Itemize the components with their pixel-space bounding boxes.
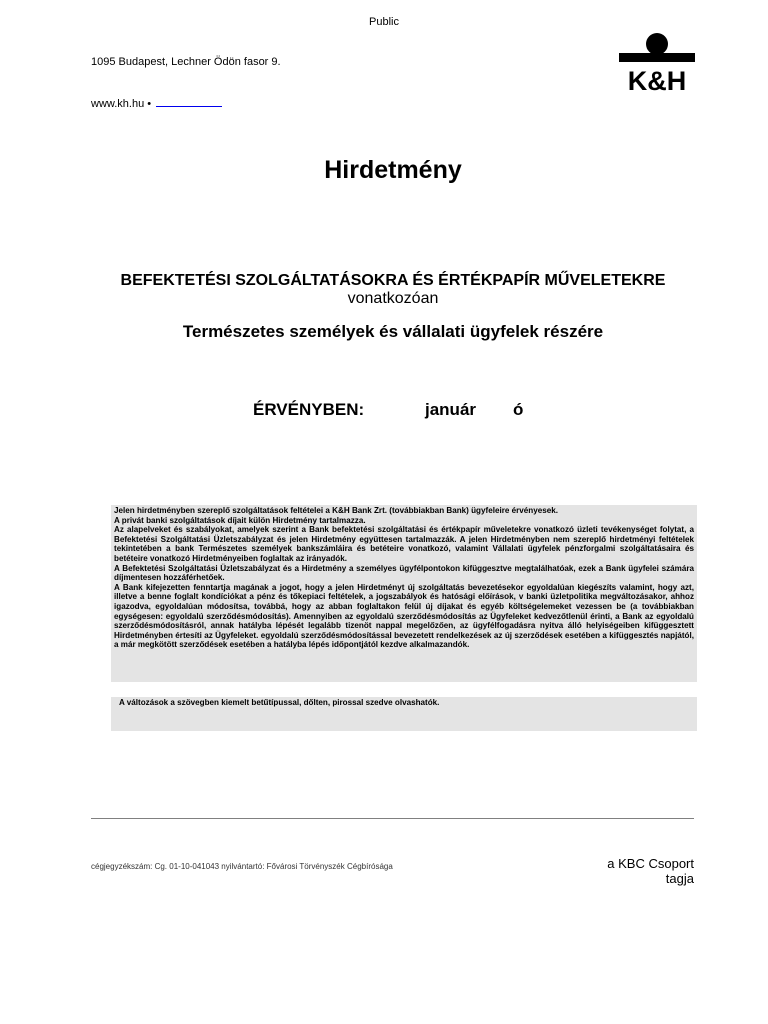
subject-line-1: BEFEKTETÉSI SZOLGÁLTATÁSOKRA ÉS ÉRTÉKPAPÍR MŰVELETEKRE [120,272,666,289]
audience-line: Természetes személyek és vállalati ügyfelek részére [182,322,604,341]
notice-paragraph: A Bank kifejezetten fenntartja magának a jogot, hogy a jelen Hirdetményt új szolgáltatás bevezetésekor egyoldalúan kiegészíts valamint, hogy azt, illetve a benne foglalt kondíciókat a pénz és tőkepiaci feltételek, a jogszabályok és hatósági előírások, v banki üzletpolitika megváltozásakor, ahhoz igazodva, egyoldalúan módosítsa, továbbá, hogy az abban foglaltakon felül új díjakat és egyéb költségelemeket vezessen be (a továbbiakban egységesen: egyoldalú szerződésmódosítás). Amennyiben az egyoldalú szerződésmódosítás az Ügyfeleket kedvezőtlenül érinti, a Bank az egyoldalú szerződésmódosításról, annak hatályba lépését legalább tizenöt nappal megelőzően, az ügyfélfogadásra nyitva álló helyiségeiben kifüggesztett Hirdetményben értesíti az Ügyfeleket. egyoldalú szerződésmódosítással bevezetett rendelkezések az új szerződések esetében a kifüggesztés napjától, a már megkötött szerződések esetében a hatályba lépés időpontjától kezdve alkalmazandók. [114,582,694,650]
effective-month: január [425,400,477,419]
website-link-blank[interactable] [156,96,222,107]
footer-divider [91,818,694,819]
classification-label: Public [369,16,399,28]
notice-paragraph: Jelen hirdetményben szereplő szolgáltatások feltételei a K&H Bank Zrt. (továbbiakban Bank) ügyfeleire érvényesek. [114,506,558,515]
changes-note: A változások a szövegben kiemelt betűtípussal, dőlten, pirossal szedve olvashatók. [119,698,440,707]
bank-address: 1095 Budapest, Lechner Ödön fasor 9. [91,56,281,68]
changes-note-box [111,697,697,731]
notice-paragraph: A Befektetési Szolgáltatási Üzletszabályzat és a Hirdetmény a személyes ügyfélpontokon kifüggesztve megtalálhatóak, ezek a Bank ügyfelei számára díjmentesen hozzáférhetőek. [114,563,694,583]
logo-text: K&H [627,66,687,92]
effective-date [253,400,523,420]
kbc-group-tag: a KBC Csoport tagja [607,856,694,886]
company-registry: cégjegyzékszám: Cg. 01-10-041043 nyilvántartó: Fővárosi Törvényszék Cégbírósága [91,862,393,871]
kh-logo [618,32,696,92]
notice-paragraph: A privát banki szolgáltatások díjait külön Hirdetmény tartalmazza. [114,515,366,525]
notice-paragraph: Az alapelveket és szabályokat, amelyek szerint a Bank befektetési szolgáltatási és értékpapír műveletekre vonatkozó üzleti tevékenységet folytat, a Befektetési Szolgáltatási Üzletszabályzat és jelen Hirdetmény együttesen tartalmazzák. A jelen Hirdetményben nem szereplő hirdetményi feltételek tekintetében a bank Természetes személyek bankszámláira és betéteire vonatkozó, valamint Vállalati ügyfelek pénzforgalmi szolgáltatásaira és betéteire vonatkozó Hirdetményeiben foglaltak az irányadók. [114,525,694,563]
effective-label: ÉRVÉNYBEN: [253,400,365,419]
document-title: Hirdetmény [324,156,462,184]
notice-box [111,505,697,682]
effective-suffix: ó [513,400,524,419]
subject-line-2: vonatkozóan [347,290,439,307]
web-line [91,96,222,110]
website-text: www.kh.hu • [91,98,152,110]
